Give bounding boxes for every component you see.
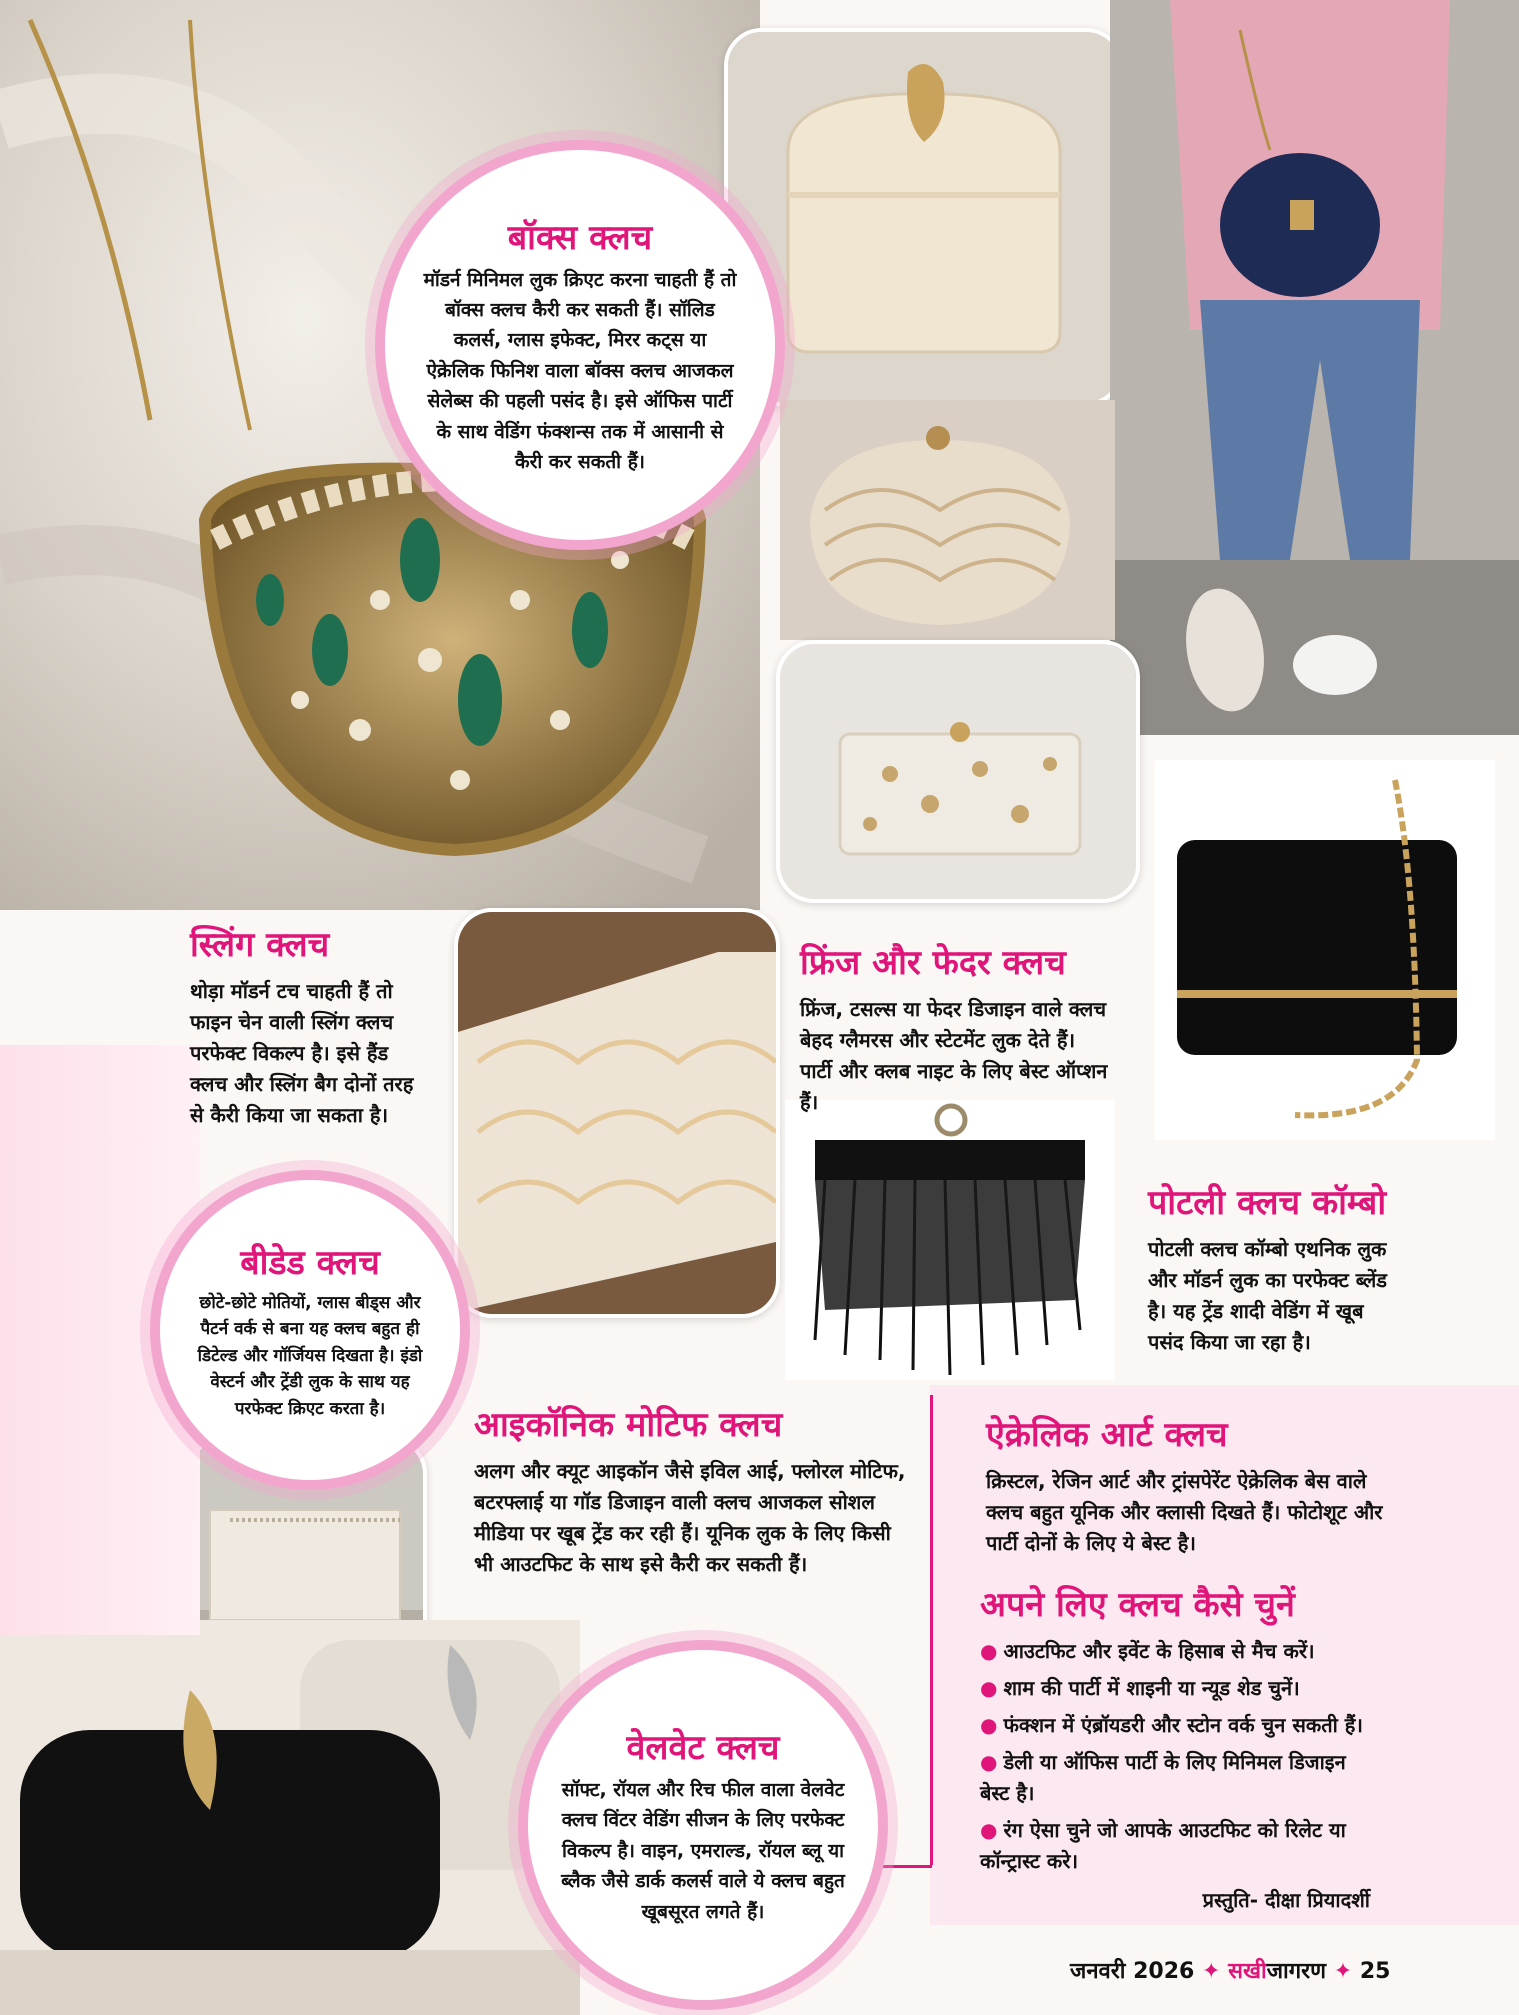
embroidered-clutch-photo xyxy=(776,640,1140,903)
pearl-clutch-photo xyxy=(780,400,1115,640)
footer-date: जनवरी 2026 xyxy=(1070,1959,1195,1984)
page-number: 25 xyxy=(1359,1959,1391,1984)
page-footer xyxy=(1070,1955,1390,1985)
acrylic-clutch-section xyxy=(986,1410,1394,1559)
acrylic-clutch-body: क्रिस्टल, रेजिन आर्ट और ट्रांसपेरेंट ऐक्रेलिक बेस वाले क्लच बहुत यूनिक और क्लासी दिखते हैं। फोटोशूट और पार्टी दोनों के लिए ये बेस्ट है। xyxy=(986,1469,1383,1555)
sling-clutch-heading: स्लिंग क्लच xyxy=(190,925,330,965)
fringe-clutch-heading: फ्रिंज और फेदर क्लच xyxy=(800,943,1066,983)
bullet-icon: ● xyxy=(980,1639,998,1663)
magazine-suffix: जागरण xyxy=(1266,1959,1327,1984)
tips-section xyxy=(980,1580,1370,1916)
velvet-clutch-body: सॉफ्ट, रॉयल और रिच फील वाला वेलवेट क्लच विंटर वेडिंग सीजन के लिए परफेक्ट विकल्प है। वाइन, एमराल्ड, रॉयल ब्लू या ब्लैक जैसे डार्क कलर्स वाले ये क्लच बहुत खूबसूरत लगते हैं। xyxy=(561,1779,845,1923)
tip-item: ● रंग ऐसा चुने जो आपके आउटफिट को रिलेट या कॉन्ट्रास्ट करे। xyxy=(980,1818,1346,1873)
bullet-icon: ● xyxy=(980,1818,998,1842)
credit-line: प्रस्तुति- दीक्षा प्रियादर्शी xyxy=(1202,1888,1370,1912)
box-clutch-heading: बॉक्स क्लच xyxy=(507,217,653,258)
fringe-clutch-section xyxy=(800,938,1110,1118)
tips-heading: अपने लिए क्लच कैसे चुनें xyxy=(980,1585,1295,1625)
star-icon: ✦ xyxy=(1202,1959,1221,1984)
tip-item: ● आउटफिट और इवेंट के हिसाब से मैच करें। xyxy=(980,1639,1315,1663)
divider-line xyxy=(930,1395,933,1865)
divider-foot xyxy=(880,1865,932,1868)
tip-item: ● डेली या ऑफिस पार्टी के लिए मिनिमल डिजाइन बेस्ट है। xyxy=(980,1750,1346,1805)
sling-clutch-body: थोड़ा मॉडर्न टच चाहती हैं तो फाइन चेन वाली स्लिंग क्लच परफेक्ट विकल्प है। इसे हैंड क्लच और स्लिंग बैग दोनों तरह से कैरी किया जा सकता है। xyxy=(190,979,414,1127)
potli-clutch-body: पोटली क्लच कॉम्बो एथनिक लुक और मॉडर्न लुक का परफेक्ट ब्लेंड है। यह ट्रेंड शादी वेडिंग में खूब पसंद किया जा रहा है। xyxy=(1148,1237,1387,1354)
velvet-clutch-callout xyxy=(518,1640,888,2010)
tip-item: ● फंक्शन में एंब्रॉयडरी और स्टोन वर्क चुन सकती हैं। xyxy=(980,1713,1363,1737)
street-style-photo xyxy=(1110,0,1519,735)
velvet-clutch-photo xyxy=(0,1620,580,2015)
beaded-clutch-heading: बीडेड क्लच xyxy=(240,1243,380,1284)
feather-clutch-photo xyxy=(785,1100,1115,1380)
bullet-icon: ● xyxy=(980,1713,998,1737)
iconic-clutch-heading: आइकॉनिक मोटिफ क्लच xyxy=(474,1405,783,1445)
tip-item: ● शाम की पार्टी में शाइनी या न्यूड शेड चुनें। xyxy=(980,1676,1300,1700)
beaded-clutch-callout xyxy=(150,1170,470,1490)
beaded-clutch-photo xyxy=(454,908,780,1318)
acrylic-clutch-heading: ऐक्रेलिक आर्ट क्लच xyxy=(986,1415,1228,1455)
beaded-clutch-body: छोटे-छोटे मोतियों, ग्लास बीड्स और पैटर्न वर्क से बना यह क्लच बहुत ही डिटेल्ड और गॉर्जियस दिखता है। इंडो वेस्टर्न और ट्रेंडी लुक के साथ यह परफेक्ट क्रिएट करता है। xyxy=(197,1293,423,1419)
iconic-clutch-section xyxy=(474,1400,914,1580)
potli-clutch-section xyxy=(1148,1178,1388,1358)
iconic-clutch-body: अलग और क्यूट आइकॉन जैसे इविल आई, फ्लोरल मोटिफ, बटरफ्लाई या गॉड डिजाइन वाली क्लच आजकल सोशल मीडिया पर खूब ट्रेंड कर रही हैं। यूनिक लुक के लिए किसी भी आउटफिट के साथ इसे कैरी कर सकती हैं। xyxy=(474,1459,906,1576)
fringe-clutch-body: फ्रिंज, टसल्स या फेदर डिजाइन वाले क्लच बेहद ग्लैमरस और स्टेटमेंट लुक देते हैं। पार्टी और क्लब नाइट के लिए बेस्ट ऑप्शन हैं। xyxy=(800,997,1108,1114)
magazine-prefix: सखी xyxy=(1228,1959,1267,1984)
box-clutch-body: मॉडर्न मिनिमल लुक क्रिएट करना चाहती हैं तो बॉक्स क्लच कैरी कर सकती हैं। सॉलिड कलर्स, ग्लास इफेक्ट, मिरर कट्स या ऐक्रेलिक फिनिश वाला बॉक्स क्लच आजकल सेलेब्स की पहली पसंद है। इसे ऑफिस पार्टी के साथ वेडिंग फंक्शन्स तक में आसानी से कैरी कर सकती हैं। xyxy=(423,268,737,473)
star-icon: ✦ xyxy=(1333,1959,1353,1984)
potli-clutch-heading: पोटली क्लच कॉम्बो xyxy=(1148,1183,1387,1223)
sling-clutch-section xyxy=(190,920,430,1131)
velvet-clutch-heading: वेलवेट क्लच xyxy=(626,1728,780,1769)
bullet-icon: ● xyxy=(980,1750,998,1774)
box-clutch-callout xyxy=(375,140,785,550)
sling-bag-photo xyxy=(1155,760,1495,1140)
tips-list xyxy=(980,1636,1370,1877)
bullet-icon: ● xyxy=(980,1676,998,1700)
